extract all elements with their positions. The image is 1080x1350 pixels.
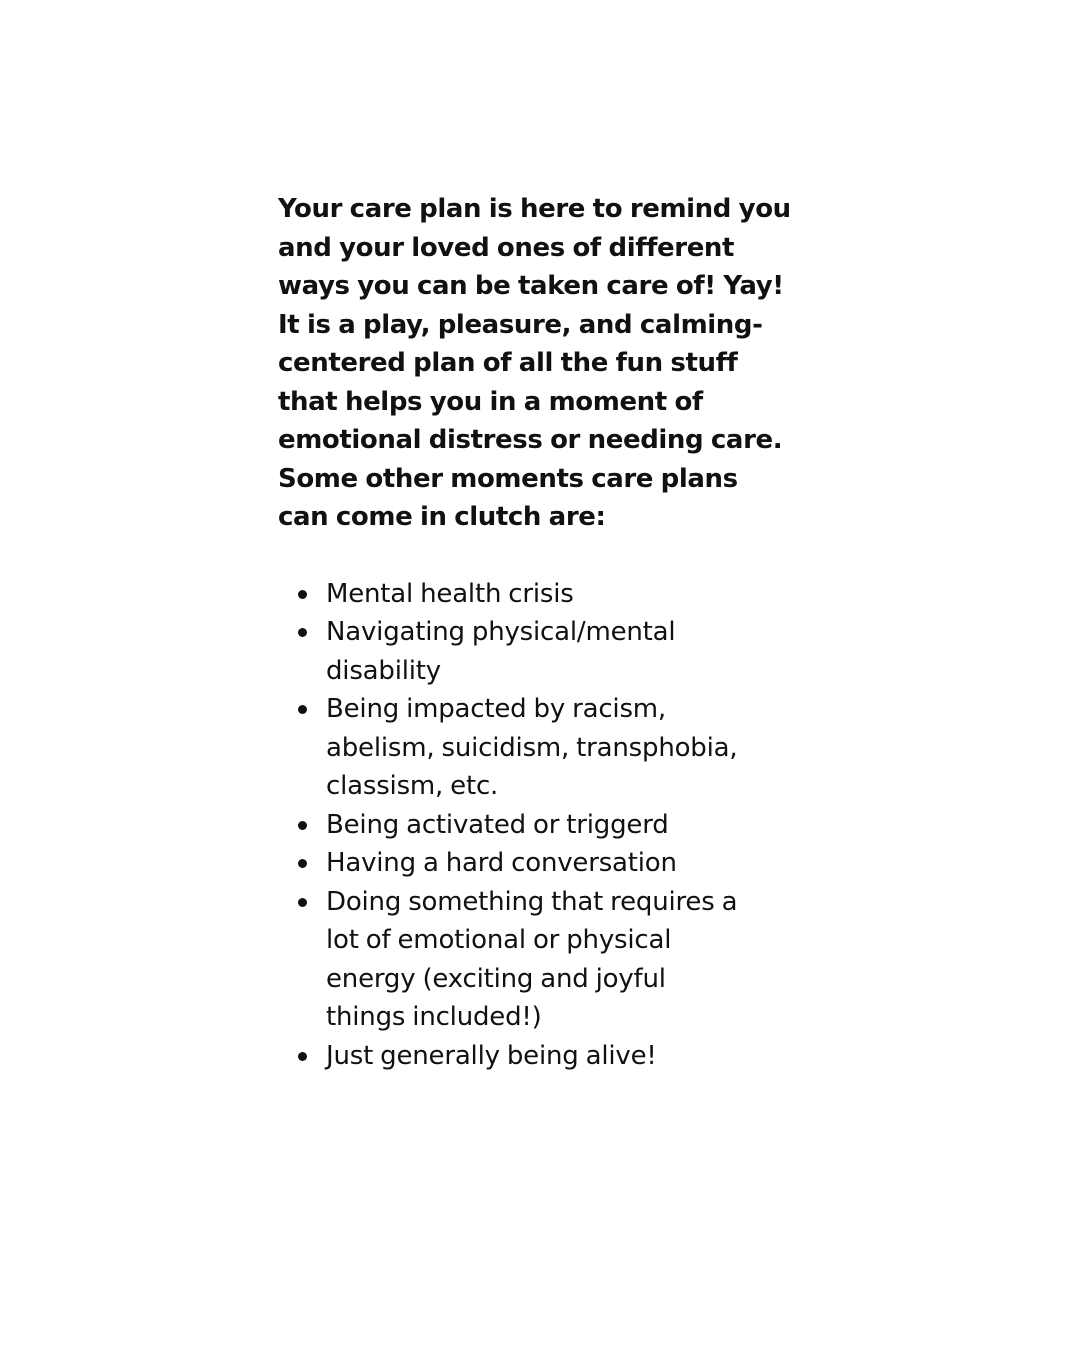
intro-line: emotional distress or needing care. (278, 425, 783, 455)
care-plan-content (278, 190, 818, 1075)
list-item-line: Doing something that requires a (326, 886, 738, 917)
intro-line: Your care plan is here to remind you (278, 194, 791, 224)
intro-paragraph (278, 190, 818, 537)
bullet-icon (298, 821, 307, 830)
intro-line: ways you can be taken care of! Yay! (278, 271, 784, 301)
list-item-line: disability (326, 655, 441, 686)
list-item-line: abelism, suicidism, transphobia, (326, 732, 738, 763)
intro-line: can come in clutch are: (278, 502, 606, 532)
bullet-icon (298, 859, 307, 868)
list-item (278, 1037, 818, 1076)
list-item (278, 690, 818, 806)
bullet-icon (298, 590, 307, 599)
list-item (278, 613, 818, 690)
list-item-line: Being impacted by racism, (326, 694, 666, 724)
intro-line: It is a play, pleasure, and calming- (278, 309, 763, 340)
bullet-icon (298, 628, 307, 637)
bullet-icon (298, 898, 307, 907)
list-item (278, 575, 818, 614)
list-item (278, 806, 818, 845)
list-item (278, 883, 818, 1037)
bullet-icon (298, 1052, 307, 1061)
list-item-line: things included!) (326, 1002, 542, 1032)
intro-line: Some other moments care plans (278, 463, 738, 494)
list-item-line: lot of emotional or physical (326, 925, 672, 955)
list-item-line: Just generally being alive! (326, 1040, 657, 1071)
list-item-line: energy (exciting and joyful (326, 963, 666, 994)
list-item-line: Navigating physical/mental (326, 617, 676, 647)
bullet-icon (298, 705, 307, 714)
list-item-line: Being activated or triggerd (326, 809, 669, 840)
intro-line: that helps you in a moment of (278, 386, 703, 417)
intro-line: and your loved ones of different (278, 232, 735, 263)
list-item-line: Having a hard conversation (326, 848, 677, 878)
intro-line: centered plan of all the fun stuff (278, 348, 738, 378)
list-item (278, 844, 818, 883)
list-item-line: Mental health crisis (326, 578, 574, 609)
list-item-line: classism, etc. (326, 771, 499, 801)
care-moments-list (278, 575, 818, 1076)
